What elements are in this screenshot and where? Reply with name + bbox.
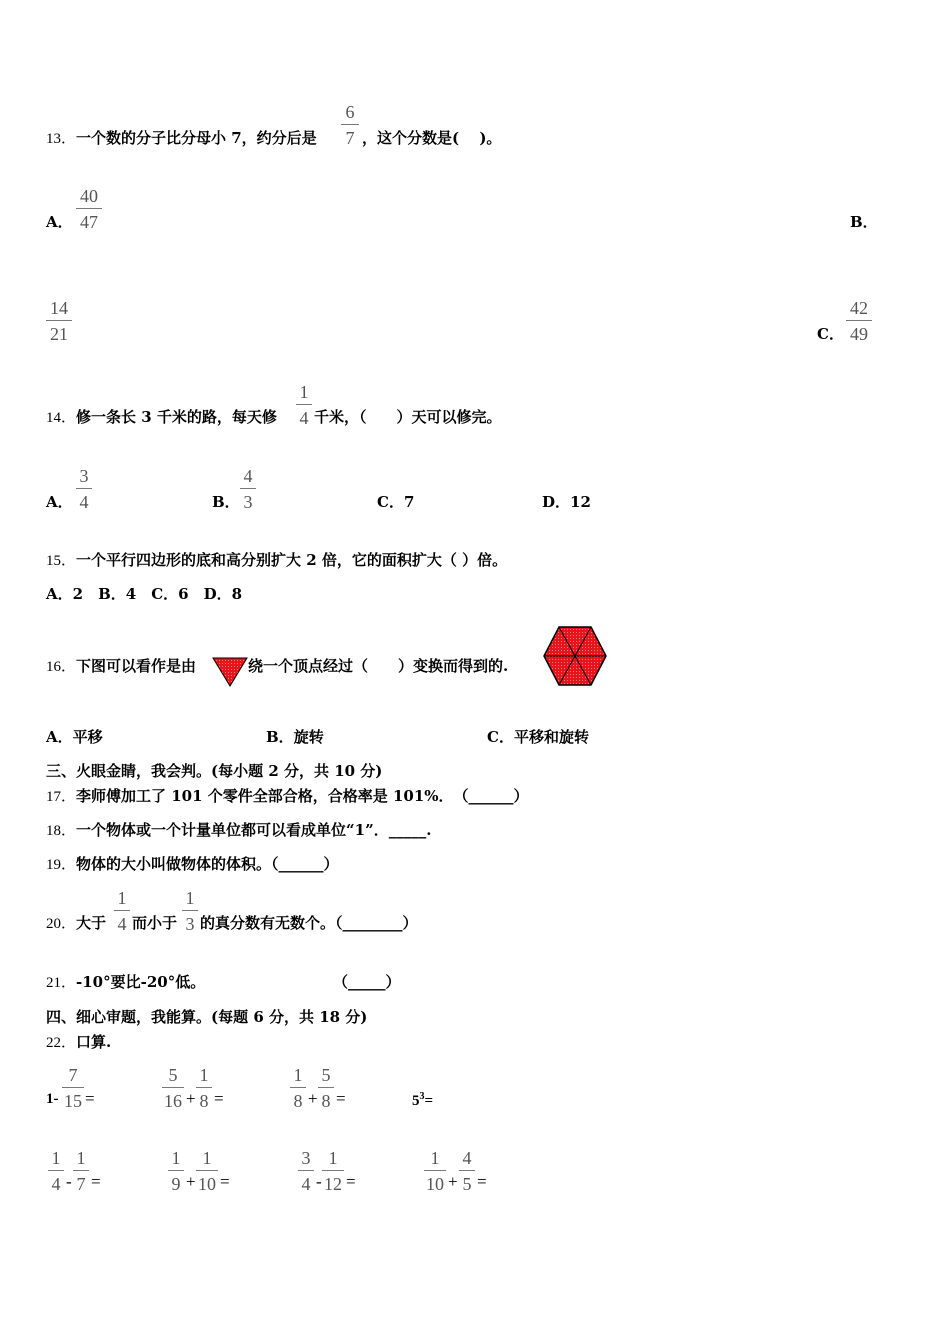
section-3-heading: 三、火眼金睛，我会判。(每小题 2 分，共 10 分): [46, 762, 383, 780]
operator: -: [66, 1172, 72, 1191]
fraction: 1 4: [296, 381, 312, 429]
options-line: A．2 B．4 C．6 D．8: [46, 585, 243, 603]
question-number: 14．修一条长 3 千米的路，每天修: [46, 408, 277, 426]
fraction: 6 7: [341, 101, 359, 149]
fraction-2: 1 3: [182, 887, 198, 935]
equals-sign: =: [346, 1172, 356, 1191]
option-a: A．平移: [46, 728, 103, 746]
fraction-2: 1 8: [196, 1064, 212, 1112]
option-c-label: C．: [817, 325, 844, 343]
question-text: 15．一个平行四边形的底和高分别扩大 2 倍，它的面积扩大（ ）倍。: [46, 551, 508, 569]
fraction-1: 1 4: [114, 887, 130, 935]
fraction-2: 1 12: [324, 1148, 342, 1194]
question-text: 20．大于: [46, 914, 107, 932]
option-a-label: A．: [46, 493, 73, 511]
fraction-1: 1 4: [48, 1147, 64, 1195]
option-b-label: B．: [850, 213, 878, 231]
option-b: B．旋转: [266, 728, 324, 746]
hexagon-figure-icon: [542, 625, 608, 687]
option-a-fraction: 40 47: [76, 185, 102, 233]
answer-blank[interactable]: （_____）: [333, 973, 401, 991]
equals-sign: =: [477, 1172, 487, 1191]
fraction-1: 1 10: [426, 1148, 444, 1194]
operator: +: [186, 1089, 196, 1108]
question-text-2: 绕一个顶点经过（ ）变换而得到的.: [248, 657, 509, 675]
section-4-heading: 四、细心审题，我能算。(每题 6 分，共 18 分): [46, 1008, 368, 1026]
fraction: 7 15: [64, 1065, 82, 1111]
red-triangle-icon: [212, 656, 248, 688]
question-text: 千米，（ ）天可以修完。: [314, 408, 502, 426]
question-text-3: 的真分数有无数个。（________）: [200, 914, 418, 932]
option-b-fraction: 14 21: [46, 297, 72, 345]
fraction-1: 5 16: [164, 1065, 182, 1111]
operator: +: [448, 1172, 458, 1191]
fraction-1: 3 4: [298, 1147, 314, 1195]
question-number: 13．一个数的分子比分母小 7，约分后是: [46, 129, 317, 147]
option-c-fraction: 42 49: [846, 297, 872, 345]
option-c: C．7: [377, 493, 415, 511]
option-d: D．12: [542, 493, 591, 511]
fraction-1: 1 9: [168, 1147, 184, 1195]
calc-prefix: 1-: [46, 1091, 59, 1107]
power-expression: $5^3=$: [412, 1091, 434, 1109]
question-text: 16．下图可以看作是由: [46, 657, 197, 675]
fraction-2: 1 10: [198, 1148, 216, 1194]
question-22: 22．口算.: [46, 1033, 112, 1051]
option-c: C．平移和旋转: [487, 728, 589, 746]
equals-sign: =: [220, 1172, 230, 1191]
equals-sign: =: [91, 1172, 101, 1191]
operator: +: [308, 1089, 318, 1108]
operator: -: [316, 1172, 322, 1191]
equals-sign: =: [85, 1089, 95, 1108]
equals-sign: =: [214, 1089, 224, 1108]
option-b-fraction: 4 3: [240, 465, 256, 513]
fraction-2: 5 8: [318, 1064, 334, 1112]
fraction-2: 1 7: [73, 1147, 89, 1195]
equals-sign: =: [336, 1089, 346, 1108]
question-text-2: 而小于: [132, 914, 178, 932]
question-21: 21．-10°要比-20°低。: [46, 973, 206, 991]
operator: +: [186, 1172, 196, 1191]
question-text: ，这个分数是( )。: [362, 129, 502, 147]
option-b-label: B．: [212, 493, 240, 511]
question-19: 19．物体的大小叫做物体的体积。（______）: [46, 855, 339, 873]
question-17: 17．李师傅加工了 101 个零件全部合格，合格率是 101%． （______）: [46, 787, 529, 805]
question-18: 18．一个物体或一个计量单位都可以看成单位“1”．_____.: [46, 821, 432, 839]
fraction-2: 4 5: [459, 1147, 475, 1195]
option-a-label: A．: [46, 213, 73, 231]
fraction-1: 1 8: [290, 1064, 306, 1112]
option-a-fraction: 3 4: [76, 465, 92, 513]
